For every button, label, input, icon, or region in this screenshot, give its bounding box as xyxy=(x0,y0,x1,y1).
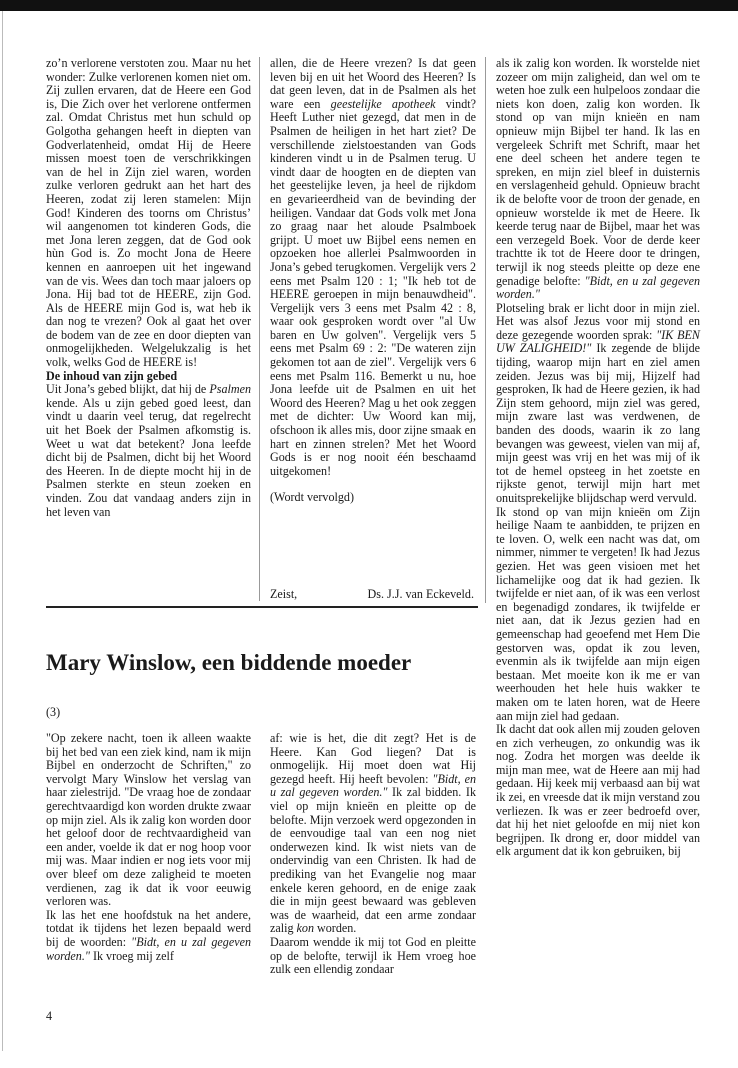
signature xyxy=(270,587,476,602)
article-title: Mary Winslow, een biddende moeder xyxy=(46,650,412,675)
article2-column-3 xyxy=(496,57,700,859)
paragraph: Uit Jona’s gebed blijkt, dat hij de Psalmen kende. Als u zijn gebed goed leest, dan vindt u daarin veel terug, dat regelrecht uit het Boek der Psalmen afkomstig is. Weet u wat dat betekent? Jona leefde dicht bij de Psalmen, dicht bij het Woord des Heeren. In de diepte mocht hij in de Psalmen sterkte en steun zoeken en vinden. Zou dat vandaag anders zijn in het leven van xyxy=(46,382,251,519)
paragraph: Ik stond op van mijn knieën om Zijn heilige Naam te aanbidden, te prijzen en te loven. O, welk een nacht was dat, om nimmer, nimmer te vergeten! Ik had Jezus gezien. Het was geen visioen met het lichamelijke oog dat ik had gezien. Ik twijfelde er niet aan, of ik was een verlost en begenadigd zondares, ik twijfelde er niet aan, dat ik Jezus gezien had en gemeenschap had geoefend met Hem Die gestorven was, opdat ik zou leven, evenmin als ik twijfelde aan mijn eigen bestaan. Met moeite kon ik me er van weerhouden het hele huis wakker te maken om te laten horen, wat de Heere aan mijn ziel had gedaan. xyxy=(496,504,700,723)
section-divider xyxy=(46,606,478,608)
paragraph: als ik zalig kon worden. Ik worstelde niet zozeer om mijn zaligheid, dan wel om te weten hoe zulk een hulpeloos zondaar die niets kon doen, zalig kon worden. Ik stond op van mijn knieën en nam opnieuw mijn Bijbel ter hand. Ik las en vergeleek Schrift met Schrift, maar het ene deel scheen het andere tegen te spreken, en mijn ziel bleef in duisternis en verslagenheid gehuld. Opnieuw bracht ik de belofte voor de troon der genade, en opnieuw worstelde ik met de Heere. Ik keerde terug naar de Bijbel, maar het was een verzegeld Boek. Voor de derde keer trachtte ik tot de Heere door te dringen, terwijl ik nog steeds pleitte op deze ene genadige belofte: "Bidt, en u zal gegeven worden." xyxy=(496,56,700,302)
column-divider xyxy=(485,57,486,603)
column-divider xyxy=(259,57,260,601)
article2-column-2 xyxy=(270,732,476,977)
part-number: (3) xyxy=(46,705,61,719)
paragraph: allen, die de Heere vrezen? Is dat geen leven bij en uit het Woord des Heeren? Is dat geen leven, dat in de Psalmen als het ware een geestelijke apotheek vindt? Heeft Luther niet gezegd, dat men in de Psalmen de heiligen in het hart ziet? De verschillende zielstoestanden van Gods kinderen vindt u in de Psalmen terug. U vindt daar de hoogten en de diepten van het geestelijke leven, ja heel de rijkdom en gevarieerdheid van de bevinding der heiligen. Vandaar dat Gods volk met Jona zo graag naar het aloude Psalmboek grijpt. U moet uw Bijbel eens nemen en opzoeken hoe allerlei Psalmwoorden in Jona’s gebed terugkomen. Vergelijk vers 2 eens met Psalm 120 : 1; "Ik heb tot de HEERE geroepen in mijn benauwdheid". Vergelijk vers 3 eens met Psalm 42 : 8, waar ook gesproken wordt over "al Uw baren en Uw golven". Vergelijk vers 5 eens met Psalm 69 : 2: "De wateren zijn gekomen tot aan de ziel". Vergelijk vers 6 eens met Psalm 116. Bemerkt u nu, hoe Jona leefde uit de Psalmen en uit het Woord des Heeren? Mag u het ook zeggen met de dichter: Uw Woord kan mij, ofschoon ik alles mis, door zijne smaak en hart en zinnen strelen? Met het Woord Gods is er nog nooit één beschaamd uitgekomen! xyxy=(270,56,476,478)
continued-note: (Wordt vervolgd) xyxy=(270,490,354,505)
top-border xyxy=(0,0,738,11)
paragraph: "Op zekere nacht, toen ik alleen waakte bij het bed van een ziek kind, nam ik mijn Bijbel en onderzocht de Schriften," zo vervolgt Mary Winslow het verslag van haar zielestrijd. "De vraag hoe de zondaar gerechtvaardigd kon worden drukte zwaar op mijn ziel. Als ik zalig kon worden door het geloof door de rechtvaardigheid van een ander, voelde ik dat er nog hoop voor mij was. Maar indien er nog iets voor mij over bleef om deze zaligheid te moeten verdienen, zag ik dat ik voor eeuwig verloren was. xyxy=(46,731,251,909)
author: Ds. J.J. van Eckeveld. xyxy=(367,587,474,601)
paragraph: Ik las het ene hoofdstuk na het andere, totdat ik tijdens het lezen bepaald werd bij de woorden: "Bidt, en u zal gegeven worden." Ik vroeg mij zelf xyxy=(46,907,251,963)
paragraph: Daarom wendde ik mij tot God en pleitte op de belofte, terwijl ik Hem vroeg hoe zulk een ellendig zondaar xyxy=(270,934,476,977)
paragraph: af: wie is het, die dit zegt? Het is de Heere. Kan God liegen? Dat is onmogelijk. Hij moet doen wat Hij gezegd heeft. Hij heeft bevolen: "Bidt, en u zal gegeven worden." Ik zal bidden. Ik viel op mijn knieën en pleitte op de belofte. Mijn verzoek werd opgezonden in de eenvoudige taal van een nog niet onderwezen kind. Ik wist niets van de ondervindig van een Christen. Ik had de prediking van het Evangelie nog maar enkele keren gehoord, en de enige zaak die in mijn geest bewaard was gebleven was de waarheid, dat een arme zondaar zalig kon worden. xyxy=(270,731,476,936)
paragraph: zo’n verlorene verstoten zou. Maar nu het wonder: Zulke verlorenen komen niet om. Zij zullen ervaren, dat de Heere een God is, Die Zich over het verlorene ontfermen zal. Omdat Christus met hun schuld op Golgotha gehangen heeft in diepten van Godverlatenheid, omdat Hij de Heere missen moest toen de verschrikkingen van de hel in Zijn ziel waren, worden zulke verloren gedrukt aan het hart des Heeren, zodat zij leren stamelen: Mijn God! Kinderen des toorns om Christus’ wil aangenomen tot kinderen Gods, die met Jona leren zeggen, dat de God ook hùn God is. Zo mocht Jona de Heere kennen en aanroepen uit het ingewand van de vis. Wees dan toch maar jaloers op Jona. Hij bad tot de HEERE, zijn God. Als de HEERE mijn God is, wat heb ik dan nog te vrezen? Ook al gaat het over de bodem van de zee en door diepten van onmogelijkheden. Welgelukzalig is het volk, welks God de HEERE is! xyxy=(46,56,251,370)
page-number: 4 xyxy=(46,1009,53,1023)
paragraph: Plotseling brak er licht door in mijn ziel. Het was alsof Jezus voor mij stond en deze gezegende woorden sprak: "IK BEN UW ZALIGHEID!" Ik zegende de blijde tijding, waarop mijn hart en ziel amen zeiden. Jezus was bij mij, Hijzelf had gesproken, Ik had de Heere gezien, ik had Zijn stem gehoord, mijn ziel was gered, mijn zware last was verdwenen, de banden des doods, waarin ik zo lang bevangen was geweest, vielen van mij af, mijn geest was vrij en het was mij of ik tot de hemel opsteeg in het zoetste en rijkste genot, terwijl mijn hart met onuitsprekelijke blijdschap werd vervuld. xyxy=(496,300,700,505)
article-column-1 xyxy=(46,57,251,519)
article2-column-1 xyxy=(46,732,251,963)
article-column-2 xyxy=(270,57,476,505)
left-edge xyxy=(2,11,3,1051)
place: Zeist, xyxy=(270,587,298,601)
subheading: De inhoud van zijn gebed xyxy=(46,368,178,383)
paragraph: Ik dacht dat ook allen mij zouden geloven en zich verheugen, zo onkundig was ik nog. Zodra het morgen was deelde ik mijn man mee, wat de Heere aan mij had gedaan. Hij keek mij verbaasd aan bij wat ik zei, en vreesde dat ik mijn verstand zou verliezen. Ik was er zeer bedroefd over, dat hij het niet geloofde en mij niet kon begrijpen. Ik drong er, door middel van elk argument dat ik kon gebruiken, bij xyxy=(496,722,700,859)
